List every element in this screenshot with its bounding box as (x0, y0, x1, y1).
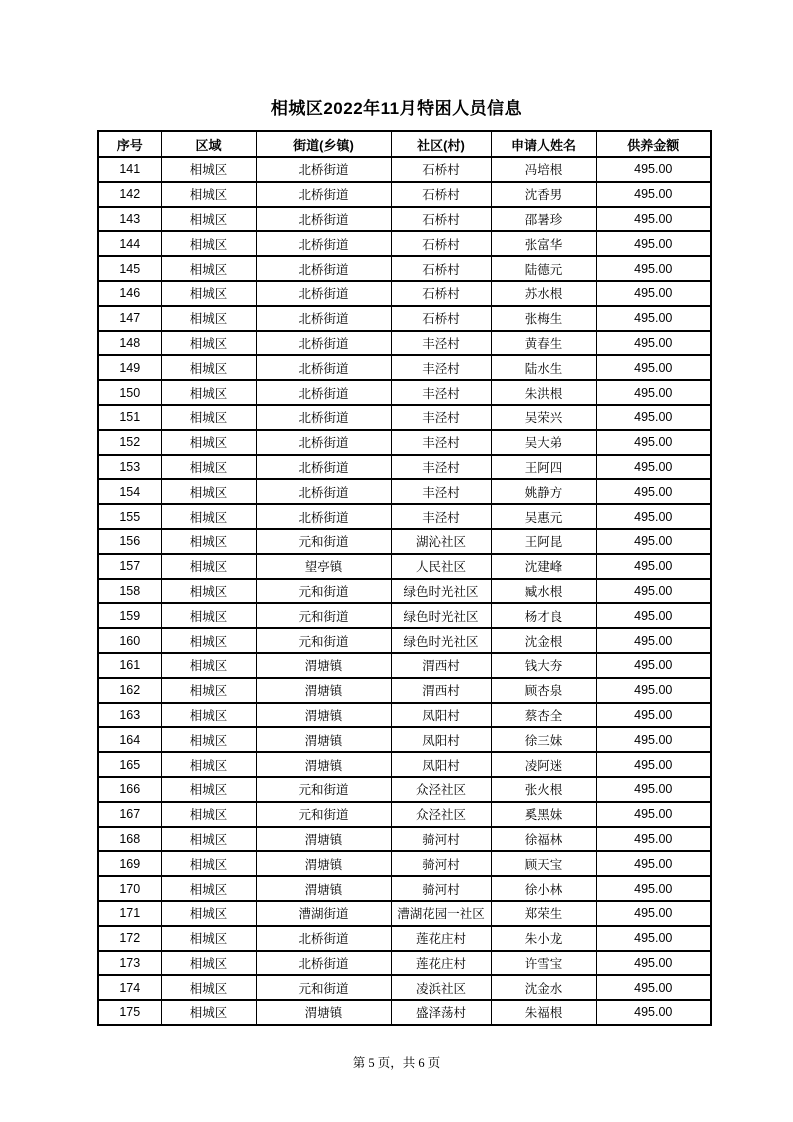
cell-community: 石桥村 (391, 182, 491, 207)
table-row (98, 231, 711, 256)
cell-amount: 495.00 (596, 405, 711, 430)
table-row (98, 355, 711, 380)
table-row (98, 306, 711, 331)
table-row (98, 331, 711, 356)
cell-amount: 495.00 (596, 752, 711, 777)
cell-region: 相城区 (161, 306, 256, 331)
cell-region: 相城区 (161, 926, 256, 951)
cell-region: 相城区 (161, 703, 256, 728)
cell-region: 相城区 (161, 455, 256, 480)
table-row (98, 157, 711, 182)
cell-street: 北桥街道 (256, 455, 391, 480)
page-title: 相城区2022年11月特困人员信息 (270, 99, 523, 118)
cell-region: 相城区 (161, 430, 256, 455)
cell-amount: 495.00 (596, 331, 711, 356)
cell-applicant-name: 沈金水 (491, 975, 596, 1000)
cell-applicant-name: 杨才良 (491, 603, 596, 628)
cell-region: 相城区 (161, 182, 256, 207)
cell-street: 北桥街道 (256, 207, 391, 232)
cell-street: 北桥街道 (256, 951, 391, 976)
cell-amount: 495.00 (596, 157, 711, 182)
cell-community: 石桥村 (391, 207, 491, 232)
cell-applicant-name: 张火根 (491, 777, 596, 802)
cell-applicant-name: 奚黑妹 (491, 802, 596, 827)
cell-community: 丰泾村 (391, 504, 491, 529)
cell-community: 渭西村 (391, 653, 491, 678)
cell-street: 北桥街道 (256, 231, 391, 256)
cell-index: 151 (98, 405, 161, 430)
cell-street: 北桥街道 (256, 306, 391, 331)
cell-region: 相城区 (161, 405, 256, 430)
table-row (98, 479, 711, 504)
cell-community: 绿色时光社区 (391, 628, 491, 653)
table-row (98, 603, 711, 628)
table-row (98, 901, 711, 926)
cell-applicant-name: 朱福根 (491, 1000, 596, 1025)
cell-street: 渭塘镇 (256, 653, 391, 678)
cell-applicant-name: 张富华 (491, 231, 596, 256)
cell-community: 石桥村 (391, 231, 491, 256)
cell-street: 北桥街道 (256, 926, 391, 951)
table-row (98, 777, 711, 802)
cell-applicant-name: 陆水生 (491, 355, 596, 380)
cell-region: 相城区 (161, 901, 256, 926)
cell-applicant-name: 邵暑珍 (491, 207, 596, 232)
cell-region: 相城区 (161, 727, 256, 752)
cell-index: 167 (98, 802, 161, 827)
cell-street: 望亭镇 (256, 554, 391, 579)
cell-amount: 495.00 (596, 802, 711, 827)
cell-region: 相城区 (161, 802, 256, 827)
cell-street: 元和街道 (256, 975, 391, 1000)
cell-street: 元和街道 (256, 777, 391, 802)
cell-applicant-name: 朱小龙 (491, 926, 596, 951)
cell-applicant-name: 顾杏泉 (491, 678, 596, 703)
cell-region: 相城区 (161, 504, 256, 529)
cell-community: 众泾社区 (391, 777, 491, 802)
cell-street: 北桥街道 (256, 331, 391, 356)
cell-index: 171 (98, 901, 161, 926)
cell-street: 北桥街道 (256, 380, 391, 405)
cell-region: 相城区 (161, 157, 256, 182)
cell-street: 北桥街道 (256, 355, 391, 380)
cell-street: 渭塘镇 (256, 703, 391, 728)
cell-community: 凤阳村 (391, 752, 491, 777)
cell-community: 丰泾村 (391, 405, 491, 430)
table-row (98, 182, 711, 207)
table-row (98, 430, 711, 455)
table-row (98, 628, 711, 653)
cell-street: 漕湖街道 (256, 901, 391, 926)
cell-amount: 495.00 (596, 727, 711, 752)
header-cell-index: 序号 (98, 131, 161, 157)
header-cell-applicant: 申请人姓名 (491, 131, 596, 157)
persons-table (97, 130, 712, 1026)
cell-index: 157 (98, 554, 161, 579)
cell-applicant-name: 张梅生 (491, 306, 596, 331)
cell-index: 141 (98, 157, 161, 182)
cell-community: 骑河村 (391, 827, 491, 852)
cell-street: 元和街道 (256, 603, 391, 628)
cell-amount: 495.00 (596, 306, 711, 331)
cell-street: 北桥街道 (256, 256, 391, 281)
cell-applicant-name: 姚静方 (491, 479, 596, 504)
cell-community: 人民社区 (391, 554, 491, 579)
cell-street: 渭塘镇 (256, 1000, 391, 1025)
header-cell-amount: 供养金额 (596, 131, 711, 157)
cell-community: 凤阳村 (391, 727, 491, 752)
cell-amount: 495.00 (596, 579, 711, 604)
cell-index: 148 (98, 331, 161, 356)
cell-applicant-name: 凌阿迷 (491, 752, 596, 777)
cell-community: 石桥村 (391, 256, 491, 281)
cell-applicant-name: 徐三妹 (491, 727, 596, 752)
cell-street: 渭塘镇 (256, 827, 391, 852)
cell-index: 156 (98, 529, 161, 554)
cell-community: 丰泾村 (391, 355, 491, 380)
cell-index: 152 (98, 430, 161, 455)
cell-community: 凤阳村 (391, 703, 491, 728)
cell-index: 162 (98, 678, 161, 703)
cell-applicant-name: 沈香男 (491, 182, 596, 207)
cell-community: 丰泾村 (391, 430, 491, 455)
cell-amount: 495.00 (596, 975, 711, 1000)
cell-index: 150 (98, 380, 161, 405)
cell-index: 163 (98, 703, 161, 728)
table-body (98, 157, 711, 1025)
cell-region: 相城区 (161, 628, 256, 653)
cell-amount: 495.00 (596, 504, 711, 529)
cell-amount: 495.00 (596, 951, 711, 976)
cell-amount: 495.00 (596, 554, 711, 579)
table-row (98, 876, 711, 901)
cell-community: 丰泾村 (391, 331, 491, 356)
cell-community: 石桥村 (391, 157, 491, 182)
cell-region: 相城区 (161, 678, 256, 703)
cell-index: 164 (98, 727, 161, 752)
cell-index: 153 (98, 455, 161, 480)
cell-amount: 495.00 (596, 256, 711, 281)
header-row (98, 131, 711, 157)
cell-region: 相城区 (161, 380, 256, 405)
cell-region: 相城区 (161, 827, 256, 852)
cell-community: 骑河村 (391, 876, 491, 901)
cell-street: 渭塘镇 (256, 752, 391, 777)
cell-amount: 495.00 (596, 355, 711, 380)
cell-community: 渭西村 (391, 678, 491, 703)
cell-index: 161 (98, 653, 161, 678)
cell-applicant-name: 冯培根 (491, 157, 596, 182)
cell-community: 丰泾村 (391, 380, 491, 405)
cell-community: 湖沁社区 (391, 529, 491, 554)
cell-index: 173 (98, 951, 161, 976)
header-cell-street: 街道(乡镇) (256, 131, 391, 157)
table-row (98, 281, 711, 306)
cell-index: 159 (98, 603, 161, 628)
cell-street: 渭塘镇 (256, 851, 391, 876)
cell-region: 相城区 (161, 876, 256, 901)
cell-amount: 495.00 (596, 901, 711, 926)
cell-index: 170 (98, 876, 161, 901)
cell-street: 渭塘镇 (256, 727, 391, 752)
cell-index: 174 (98, 975, 161, 1000)
cell-index: 172 (98, 926, 161, 951)
cell-region: 相城区 (161, 653, 256, 678)
cell-community: 绿色时光社区 (391, 603, 491, 628)
cell-amount: 495.00 (596, 182, 711, 207)
cell-amount: 495.00 (596, 827, 711, 852)
cell-region: 相城区 (161, 281, 256, 306)
cell-region: 相城区 (161, 355, 256, 380)
cell-amount: 495.00 (596, 703, 711, 728)
cell-amount: 495.00 (596, 455, 711, 480)
cell-amount: 495.00 (596, 281, 711, 306)
table-row (98, 504, 711, 529)
table-row (98, 579, 711, 604)
cell-street: 北桥街道 (256, 405, 391, 430)
cell-street: 元和街道 (256, 628, 391, 653)
cell-applicant-name: 吴惠元 (491, 504, 596, 529)
cell-street: 北桥街道 (256, 182, 391, 207)
cell-region: 相城区 (161, 975, 256, 1000)
cell-street: 北桥街道 (256, 479, 391, 504)
cell-index: 175 (98, 1000, 161, 1025)
table-row (98, 827, 711, 852)
cell-community: 盛泽荡村 (391, 1000, 491, 1025)
table-row (98, 752, 711, 777)
cell-community: 众泾社区 (391, 802, 491, 827)
cell-region: 相城区 (161, 951, 256, 976)
cell-applicant-name: 黄春生 (491, 331, 596, 356)
table-row (98, 703, 711, 728)
cell-community: 凌浜社区 (391, 975, 491, 1000)
cell-applicant-name: 臧水根 (491, 579, 596, 604)
cell-applicant-name: 钱大夯 (491, 653, 596, 678)
cell-index: 143 (98, 207, 161, 232)
cell-amount: 495.00 (596, 1000, 711, 1025)
cell-amount: 495.00 (596, 926, 711, 951)
cell-index: 149 (98, 355, 161, 380)
cell-applicant-name: 顾天宝 (491, 851, 596, 876)
cell-amount: 495.00 (596, 777, 711, 802)
cell-community: 骑河村 (391, 851, 491, 876)
cell-amount: 495.00 (596, 603, 711, 628)
cell-index: 160 (98, 628, 161, 653)
table-row (98, 405, 711, 430)
table-row (98, 678, 711, 703)
cell-applicant-name: 徐福林 (491, 827, 596, 852)
cell-region: 相城区 (161, 752, 256, 777)
cell-applicant-name: 沈建峰 (491, 554, 596, 579)
cell-community: 莲花庄村 (391, 926, 491, 951)
cell-street: 元和街道 (256, 802, 391, 827)
header-cell-community: 社区(村) (391, 131, 491, 157)
cell-index: 158 (98, 579, 161, 604)
cell-applicant-name: 郑荣生 (491, 901, 596, 926)
cell-applicant-name: 沈金根 (491, 628, 596, 653)
table-row (98, 554, 711, 579)
cell-applicant-name: 吴大弟 (491, 430, 596, 455)
cell-applicant-name: 吴荣兴 (491, 405, 596, 430)
cell-amount: 495.00 (596, 207, 711, 232)
cell-amount: 495.00 (596, 380, 711, 405)
table-row (98, 653, 711, 678)
cell-region: 相城区 (161, 479, 256, 504)
cell-amount: 495.00 (596, 876, 711, 901)
table-row (98, 975, 711, 1000)
cell-region: 相城区 (161, 579, 256, 604)
cell-amount: 495.00 (596, 678, 711, 703)
cell-region: 相城区 (161, 1000, 256, 1025)
cell-street: 元和街道 (256, 579, 391, 604)
table-row (98, 951, 711, 976)
cell-community: 绿色时光社区 (391, 579, 491, 604)
table-row (98, 256, 711, 281)
cell-index: 168 (98, 827, 161, 852)
cell-region: 相城区 (161, 603, 256, 628)
cell-index: 145 (98, 256, 161, 281)
table-row (98, 455, 711, 480)
cell-index: 165 (98, 752, 161, 777)
page-number: 第 5 页，共 6 页 (352, 1056, 441, 1070)
cell-amount: 495.00 (596, 653, 711, 678)
cell-applicant-name: 蔡杏全 (491, 703, 596, 728)
cell-region: 相城区 (161, 256, 256, 281)
cell-street: 北桥街道 (256, 430, 391, 455)
cell-index: 147 (98, 306, 161, 331)
cell-applicant-name: 许雪宝 (491, 951, 596, 976)
cell-applicant-name: 苏水根 (491, 281, 596, 306)
cell-street: 元和街道 (256, 529, 391, 554)
cell-applicant-name: 徐小林 (491, 876, 596, 901)
cell-region: 相城区 (161, 207, 256, 232)
table-row (98, 207, 711, 232)
cell-index: 146 (98, 281, 161, 306)
cell-amount: 495.00 (596, 430, 711, 455)
cell-community: 丰泾村 (391, 455, 491, 480)
table-row (98, 802, 711, 827)
cell-community: 丰泾村 (391, 479, 491, 504)
table-row (98, 380, 711, 405)
header-cell-region: 区域 (161, 131, 256, 157)
cell-community: 漕湖花园一社区 (391, 901, 491, 926)
cell-region: 相城区 (161, 554, 256, 579)
cell-street: 北桥街道 (256, 504, 391, 529)
table-row (98, 851, 711, 876)
cell-amount: 495.00 (596, 628, 711, 653)
cell-street: 北桥街道 (256, 281, 391, 306)
cell-amount: 495.00 (596, 231, 711, 256)
cell-applicant-name: 王阿昆 (491, 529, 596, 554)
cell-street: 北桥街道 (256, 157, 391, 182)
cell-applicant-name: 陆德元 (491, 256, 596, 281)
cell-region: 相城区 (161, 851, 256, 876)
cell-index: 155 (98, 504, 161, 529)
cell-community: 莲花庄村 (391, 951, 491, 976)
table-row (98, 727, 711, 752)
cell-street: 渭塘镇 (256, 678, 391, 703)
cell-amount: 495.00 (596, 851, 711, 876)
cell-region: 相城区 (161, 777, 256, 802)
table-row (98, 926, 711, 951)
cell-amount: 495.00 (596, 529, 711, 554)
cell-region: 相城区 (161, 231, 256, 256)
table-row (98, 1000, 711, 1025)
cell-index: 166 (98, 777, 161, 802)
cell-region: 相城区 (161, 331, 256, 356)
cell-region: 相城区 (161, 529, 256, 554)
cell-amount: 495.00 (596, 479, 711, 504)
cell-community: 石桥村 (391, 306, 491, 331)
cell-index: 142 (98, 182, 161, 207)
cell-index: 144 (98, 231, 161, 256)
cell-street: 渭塘镇 (256, 876, 391, 901)
cell-applicant-name: 王阿四 (491, 455, 596, 480)
cell-community: 石桥村 (391, 281, 491, 306)
cell-applicant-name: 朱洪根 (491, 380, 596, 405)
cell-index: 154 (98, 479, 161, 504)
table-row (98, 529, 711, 554)
cell-index: 169 (98, 851, 161, 876)
